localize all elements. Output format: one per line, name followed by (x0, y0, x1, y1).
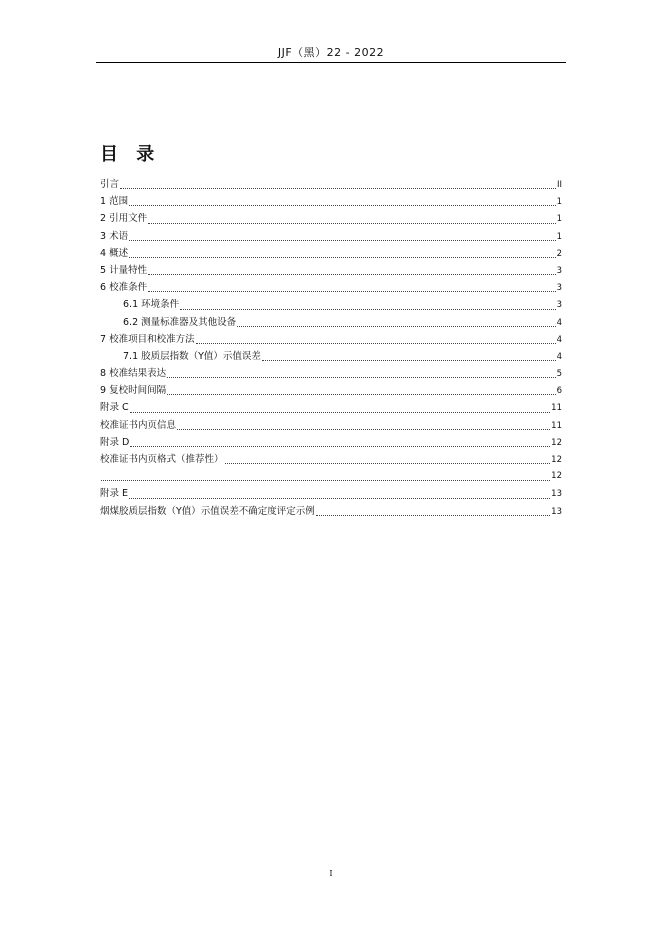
toc-entry[interactable] (100, 228, 562, 245)
toc-entry-label: 校准证书内页信息 (100, 419, 177, 431)
toc-entry-page: 3 (556, 283, 562, 294)
toc-entry[interactable] (100, 210, 562, 227)
toc-entry-label: 附录 E (100, 488, 129, 500)
toc-entry[interactable] (100, 382, 562, 399)
toc-leader-dots (167, 393, 556, 395)
toc-entry-page: 1 (556, 197, 562, 208)
toc-entry-page: 6 (556, 386, 562, 397)
toc-entry[interactable] (100, 193, 562, 210)
toc-entry[interactable] (100, 176, 562, 193)
toc-entry-page: 12 (551, 455, 562, 465)
toc-leader-dots (180, 308, 555, 310)
toc-leader-dots (120, 187, 556, 189)
toc-entry-page: 12 (551, 437, 562, 448)
toc-leader-dots (177, 428, 550, 430)
toc-entry-page: 1 (556, 214, 562, 225)
page-number: I (329, 869, 333, 878)
toc-entry-page: 2 (556, 248, 562, 259)
toc-entry-page: 3 (556, 265, 562, 276)
toc-leader-dots (129, 239, 556, 241)
toc-leader-dots (130, 445, 550, 447)
toc-leader-dots (129, 497, 550, 499)
toc-leader-dots (237, 325, 555, 327)
toc-entry-page: 11 (551, 403, 562, 414)
toc-entry-label: 附录 C (100, 402, 129, 414)
toc-entry-page: 12 (551, 471, 562, 482)
toc-entry[interactable] (100, 468, 562, 485)
toc-leader-dots (148, 273, 556, 275)
page-header (96, 44, 566, 63)
toc-entry-label: 7 校准项目和校准方法 (100, 333, 195, 345)
toc-entry-page: 1 (556, 231, 562, 242)
toc-entry[interactable] (100, 279, 562, 296)
toc-entry-page: 13 (551, 506, 562, 517)
toc-entry-label: 烟煤胶质层指数（Y值）示值误差不确定度评定示例 (100, 505, 315, 517)
toc-entry[interactable] (100, 451, 562, 468)
toc-title: 目 录 (100, 144, 161, 165)
toc-entry-page: 4 (556, 334, 562, 345)
toc-leader-dots (130, 411, 551, 413)
header-text: JJF（黑）22 - 2022 (277, 46, 385, 59)
toc-entry-label: 8 校准结果表达 (100, 368, 167, 380)
toc-entry[interactable] (100, 503, 562, 520)
toc-leader-dots (148, 290, 556, 292)
toc-leader-dots (101, 479, 550, 481)
toc-leader-dots (225, 462, 551, 464)
toc-leader-dots (196, 342, 556, 344)
toc-leader-dots (262, 359, 556, 361)
toc-entry[interactable] (100, 314, 562, 331)
toc-entry-page: II (556, 180, 562, 190)
toc-entry[interactable] (100, 399, 562, 416)
toc-leader-dots (316, 514, 550, 516)
toc-entry-label: 6.2 测量标准器及其他设备 (123, 316, 237, 328)
toc-entry-label: 1 范围 (100, 196, 129, 208)
toc-leader-dots (129, 204, 556, 206)
table-of-contents (100, 176, 562, 520)
toc-entry-label: 5 计量特性 (100, 264, 148, 276)
toc-entry-label: 9 复校时间间隔 (100, 385, 167, 397)
toc-entry-label: 校准证书内页格式（推荐性） (100, 454, 224, 465)
toc-entry-page: 13 (551, 489, 562, 500)
toc-entry[interactable] (100, 485, 562, 502)
toc-entry[interactable] (100, 417, 562, 434)
toc-entry[interactable] (100, 365, 562, 382)
toc-entry-label: 6 校准条件 (100, 282, 148, 294)
toc-entry-page: 3 (556, 300, 562, 311)
toc-leader-dots (167, 376, 556, 378)
toc-entry[interactable] (100, 262, 562, 279)
toc-entry-page: 4 (556, 351, 562, 362)
toc-entry[interactable] (100, 348, 562, 365)
toc-leader-dots (148, 222, 556, 224)
toc-entry[interactable] (100, 296, 562, 313)
toc-entry-label: 6.1 环境条件 (123, 299, 180, 311)
toc-entry-label: 附录 D (100, 436, 130, 448)
toc-entry-page: 11 (551, 420, 562, 431)
toc-entry[interactable] (100, 245, 562, 262)
toc-entry[interactable] (100, 434, 562, 451)
toc-entry-label: 4 概述 (100, 247, 129, 259)
toc-entry-label: 引言 (100, 179, 120, 190)
toc-leader-dots (129, 256, 556, 258)
toc-entry-label: 3 术语 (100, 230, 129, 242)
toc-entry-page: 4 (556, 317, 562, 328)
toc-entry-page: 5 (556, 369, 562, 380)
toc-entry-label: 2 引用文件 (100, 213, 148, 225)
toc-entry[interactable] (100, 331, 562, 348)
toc-entry-label: 7.1 胶质层指数（Y值）示值误差 (123, 350, 261, 362)
